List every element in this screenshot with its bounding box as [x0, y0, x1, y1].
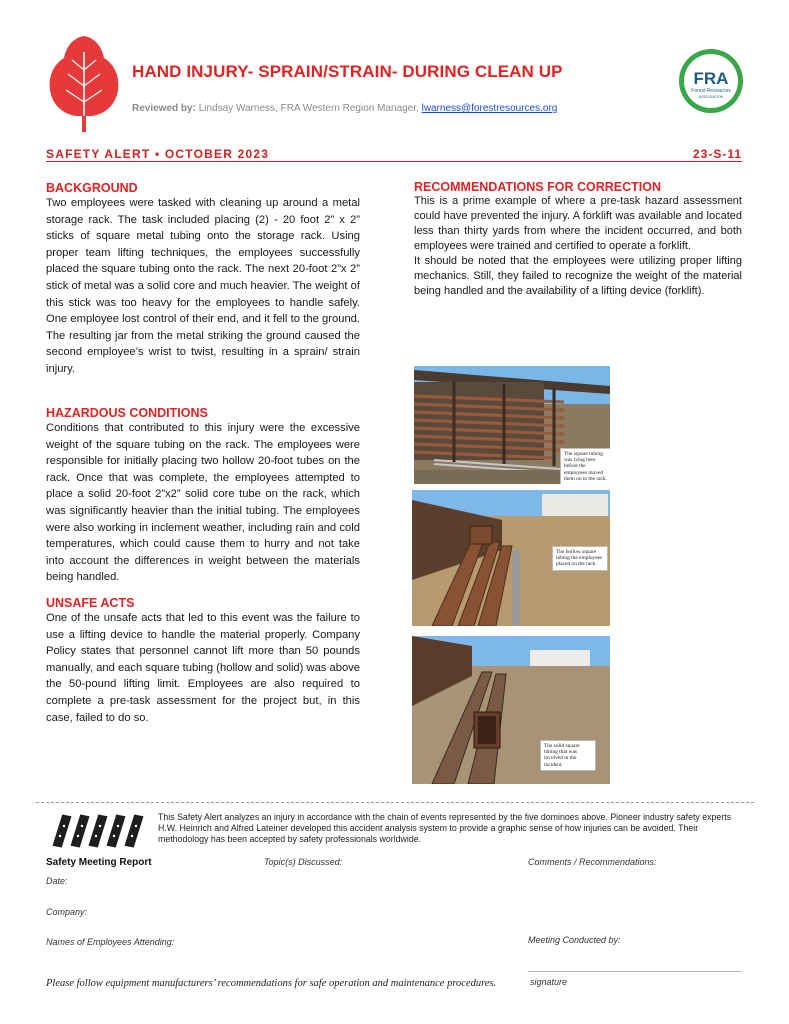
alert-code: 23-S-11	[692, 147, 742, 161]
fra-logo-icon	[678, 48, 744, 114]
topics-discussed-label: Topic(s) Discussed:	[264, 857, 343, 867]
signature-label: signature	[530, 977, 568, 987]
reviewed-by-line	[132, 103, 557, 114]
background-heading: BACKGROUND	[46, 181, 138, 195]
comments-label: Comments / Recommendations:	[528, 857, 657, 867]
recommendations-heading: RECOMMENDATIONS FOR CORRECTION	[414, 180, 661, 194]
unsafe-acts-section	[46, 596, 360, 726]
tree-logo-icon	[46, 34, 122, 134]
header-divider	[46, 161, 742, 162]
reviewer-text: Lindsay Warness, FRA Western Region Manager,	[195, 103, 422, 114]
photo-caption-3: The solid square tubing that was involved in the incident.	[540, 740, 596, 771]
company-label: Company:	[46, 907, 88, 917]
photo-hollow-tubing	[412, 490, 610, 626]
meeting-conducted-label: Meeting Conducted by:	[528, 935, 621, 945]
photo-caption-1: The square tubing was lying here before the employees moved them on to the rack.	[560, 448, 610, 484]
reviewed-by-label: Reviewed by:	[132, 103, 196, 114]
background-text: Two employees were tasked with cleaning up around a metal storage rack. The task included placing (2) - 20 foot 2” x 2” sticks of square metal tubing onto the storage rack. Using proper team lifting techniques, the employees successfully placed the square tubing onto the rack. The next 20-foot 2”x 2” stick of metal was a solid core and much heavier. The weight of this stick was too heavy for the employees to handle safely. One employee lost control of their end, and it fell to the ground. The resulting jar from the metal striking the ground caused the second employee’s wrist to twist, resulting in a sprain/ strain injury.	[46, 197, 360, 375]
hazardous-section	[46, 406, 360, 586]
disclaimer-text: Please follow equipment manufacturers’ recommendations for safe operation and maintenance procedures.	[46, 978, 497, 989]
fra-logo-line2: ASSOCIATION	[698, 95, 724, 99]
unsafe-acts-heading: UNSAFE ACTS	[46, 596, 135, 610]
unsafe-acts-text: One of the unsafe acts that led to this event was the failure to use a lifting device to handle the material properly. Company Policy states that personnel cannot lift more than 50 pounds manually, and each square tubing (hollow and solid) was above the 50-pound lifting limit. Employees are also required to complete a pre-task assessment for the project but, in this case, failed to do so.	[46, 612, 360, 724]
employees-attending-label: Names of Employees Attending:	[46, 937, 175, 947]
background-section	[46, 181, 360, 378]
photo-rack-storage	[414, 366, 610, 484]
reviewer-email-link[interactable]: lwarness@forestresources.org	[421, 103, 558, 114]
safety-meeting-report-title: Safety Meeting Report	[46, 857, 152, 868]
page-title: HAND INJURY- SPRAIN/STRAIN- DURING CLEAN UP	[132, 62, 563, 81]
fra-logo-line1: Forest Resources	[691, 88, 731, 94]
fra-logo-abbr: FRA	[693, 69, 729, 88]
footer-description: This Safety Alert analyzes an injury in accordance with the chain of events represented by the five dominoes above. Pioneer industry safety experts H.W. Heinrich and Alfred Lateiner developed this accident analysis system to provide a graphic sense of how injuries can be avoided. Their methodology has been accepted by safety professionals worldwide.	[158, 812, 732, 844]
date-label: Date:	[46, 876, 68, 886]
recommendations-text-2: It should be noted that the employees were utilizing proper lifting mechanics. Still, they failed to recognize the weight of the material being handled and the availability of a lifting device (forklift).	[414, 255, 742, 297]
recommendations-section	[414, 180, 742, 299]
recommendations-text-1: This is a prime example of where a pre-task hazard assessment could have prevented the injury. A forklift was available and located less than thirty yards from where the incident occurred, and both employees were trained and certified to operate a forklift.	[414, 195, 742, 252]
hazardous-text: Conditions that contributed to this injury were the excessive weight of the square tubing on the rack. The employees were responsible for initially placing two hollow 20-foot tubes on the rack. Once that was complete, the employees attempted to place a solid 20-foot 2”x2” solid core tube on the rack, which was significantly heavier than the initial tubing. The employees were also working in inclement weather, including rain and cold temperatures, which could cause them to hurry and not take into account the differences in weight between the materials being handled.	[46, 422, 360, 584]
signature-line	[528, 971, 742, 972]
photo-caption-2: The hollow square tubing the employees placed on the rack.	[552, 546, 608, 571]
dominoes-icon	[46, 806, 154, 850]
hazardous-heading: HAZARDOUS CONDITIONS	[46, 406, 208, 420]
footer-divider	[36, 802, 754, 803]
photo-solid-tubing	[412, 636, 610, 784]
safety-alert-label: SAFETY ALERT • OCTOBER 2023	[46, 147, 270, 161]
